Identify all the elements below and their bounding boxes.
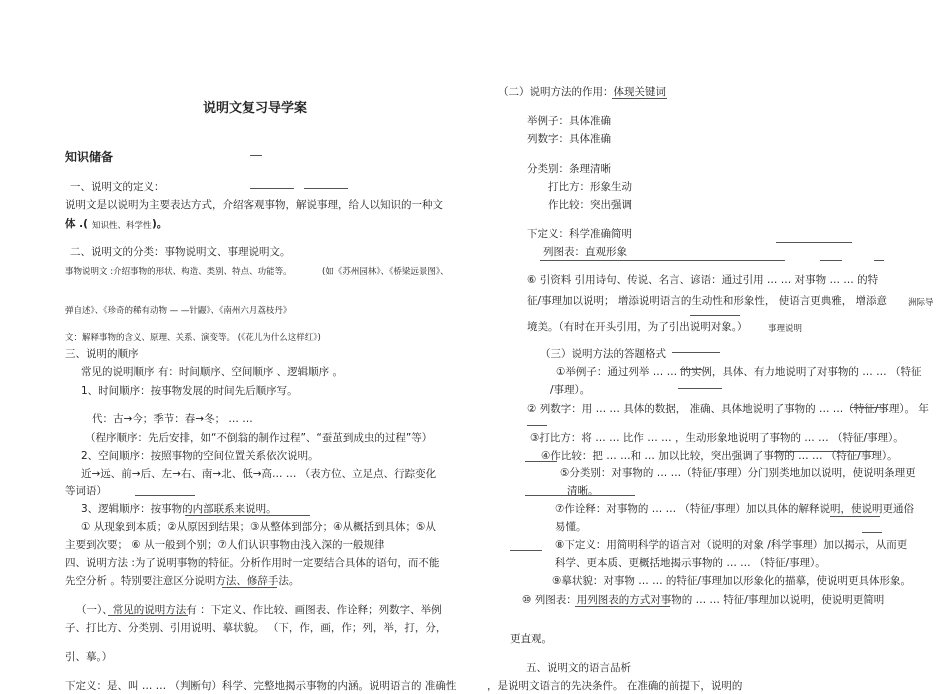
classification-line-1b: (如《苏州园林》、《桥梁远景图》、 <box>322 267 449 277</box>
methods-line-4: 引、摹。） <box>65 651 113 663</box>
method-effect-5: 作比较：突出强调 <box>548 199 632 211</box>
method-effect-4: 打比方：形象生动 <box>548 181 632 193</box>
format-8a: ⑧下定义：用简明科学的语言对（说明的对象 /科学事理）加以揭示，从而更 <box>555 539 908 551</box>
order-line-9: ① 从现象到本质；②从原因到结果；③从整体到部分；④从概括到具体；⑤从 <box>81 521 436 533</box>
order-line-2: 1、时间顺序：按事物发展的时间先后顺序写。 <box>81 385 298 397</box>
rule <box>108 615 188 616</box>
rule <box>874 260 884 261</box>
method-effect-3: 分类别：条理清晰 <box>527 163 611 175</box>
quote-line-1: ⑥ 引资料 引用诗句、传说、名言、谚语：通过引用 … … 对事物 … … 的特 <box>527 274 879 286</box>
rule <box>820 260 842 261</box>
definition-line-2c: )。 <box>152 218 168 230</box>
format-9: ⑨摹状貌：对事物 … … 的特征/事理加以形象化的描摹，使说明更具体形象。 <box>552 575 911 587</box>
section-2-heading: 二、说明文的分类：事物说明文、事理说明文。 <box>70 246 291 258</box>
format-8b: 科学、更本质、更概括地揭示事物的 … … （特征/事理）。 <box>555 557 826 569</box>
order-line-6: 近→远、前→后、左→右、南→北、低→高… … （表方位、立足点、行踪变化 <box>81 468 437 480</box>
definition-note: 知识性、科学性 <box>92 221 152 231</box>
section-5-heading: 五、说明文的语言品析 <box>526 662 631 674</box>
order-line-7: 等词语） <box>65 485 107 497</box>
methods-line-2: （一）、常见的说明方法有 ：下定义、作比较、画图表、作诠释；列数字、举例 <box>76 604 442 616</box>
order-line-5: 2、空间顺序：按照事物的空间位置关系依次说明。 <box>81 450 319 462</box>
rule <box>680 369 702 370</box>
definition-line-1: 说明文是以说明为主要表达方式，介绍客观事物，解说事理，给人以知识的一种文 <box>65 199 443 211</box>
format-10b: 更直观。 <box>510 633 552 645</box>
rule <box>850 407 886 408</box>
rule <box>135 495 195 496</box>
rule <box>575 606 670 607</box>
section-1-heading: 一、说明文的定义： <box>70 181 165 193</box>
format-7b: 易懂。 <box>555 521 587 533</box>
answer-format-heading: （三）说明方法的答题格式 <box>540 348 666 360</box>
order-line-1: 常见的说明顺序 有：时间顺序、空间顺序 、逻辑顺序 。 <box>81 366 344 378</box>
rule <box>540 260 785 261</box>
method-effect-6: 下定义：科学准确简明 <box>527 228 632 240</box>
rule <box>525 461 557 462</box>
rule <box>776 242 852 243</box>
method-effect-2: 列数字：具体准确 <box>527 133 611 145</box>
classification-line-3: 文：解释事物的含义、原理、关系、演变等。 (《花儿为什么这样红》) <box>65 333 321 343</box>
classification-line-1a: 事物说明文 :介绍事物的形状、构造、类别、特点、功能等。 <box>65 267 292 277</box>
method-effect-7: 列图表：直观形象 <box>543 246 627 258</box>
rule <box>304 188 348 189</box>
methods-line-5: 下定义：是、叫 … … （判断句）科学、完整地揭示事物的内涵。说明语言的 准确性 <box>65 680 457 692</box>
format-3: ③打比方：将 … … 比作 … … ，生动形象地说明了事物的 … … （特征/事理）。 <box>530 432 904 444</box>
rule <box>612 98 667 99</box>
right-heading: （二）说明方法的作用：体现关键词 <box>498 86 666 98</box>
order-line-4: （程序顺序：先后安排，如“不倒翁的制作过程”、“蚕茧到成虫的过程”等） <box>85 432 433 444</box>
order-line-3: 代：古→今；季节：春→冬； … … <box>92 413 253 425</box>
quote-note-2: 事理说明 <box>768 324 803 334</box>
format-1b: /事理）。 <box>550 384 591 396</box>
language-line-1: ，是说明文语言的先决条件。 在准确的前提下，说明的 <box>487 680 743 692</box>
rule <box>690 315 740 316</box>
format-1: ①举例子：通过列举 … … 的实例，具体、有力地说明了对事物的 … … （特征 <box>556 366 922 378</box>
rule <box>775 451 875 452</box>
order-line-10: 主要到次要； ⑥ 从一般到个别；⑦人们认识事物由浅入深的一般规律 <box>65 539 385 551</box>
section-4-heading: 四、说明方法 :为了说明事物的特征。分析作用时一定要结合具体的语句，而不能 <box>65 557 440 569</box>
quote-note: 洲际导 <box>908 298 934 308</box>
format-10: ⑩ 列图表：用列图表的方式对事物的 … … 特征/事理加以说明，使说明更简明 <box>522 594 885 606</box>
knowledge-heading: 知识储备 <box>65 150 114 164</box>
order-line-8: 3、逻辑顺序：按事物的内部联系来说明。 <box>81 503 277 515</box>
format-7a: ⑦作诠释：对事物的 … … （特征/事理）加以具体的解释说明，使说明更通俗 <box>555 503 914 515</box>
rule <box>678 388 722 389</box>
classification-line-2: 弹自述》、《珍奇的稀有动物 — —针鼹》、《南州六月荔枝丹》 <box>65 306 292 316</box>
rule <box>862 532 882 533</box>
methods-line-1: 先空分析 。特别要注意区分说明方法、修辞手法。 <box>65 575 300 587</box>
rule <box>185 515 310 516</box>
rule <box>527 425 547 426</box>
format-5a: ⑤分类别：对事物的 … …（特征/事理）分门别类地加以说明，使说明条理更 <box>560 467 916 479</box>
format-4: ④作比较：把 … …和 … 加以比较，突出强调了事物的 … … （特征/事理）。 <box>541 450 898 462</box>
format-5b: 清晰。 <box>567 485 599 497</box>
rule <box>250 188 294 189</box>
quote-line-3: 境美。（有时在开头引用，为了引出说明对象。） <box>527 321 748 333</box>
rule <box>672 352 720 353</box>
rule <box>222 587 277 588</box>
rule <box>830 516 880 517</box>
rule <box>250 155 262 156</box>
methods-line-3: 子、打比方、分类别、引用说明、摹状貌。 （下，作，画，作；列，举，打，分， <box>65 622 447 634</box>
quote-line-2: 征/事理加以说明； 增添说明语言的生动性和形象性， 使语言更典雅， 增添意 <box>527 295 888 307</box>
rule <box>525 495 635 496</box>
rule <box>510 550 542 551</box>
document-title: 说明文复习导学案 <box>203 101 308 116</box>
method-effect-1: 举例子：具体准确 <box>527 115 611 127</box>
section-3-heading: 三、说明的顺序 <box>65 348 139 360</box>
definition-line-2a: 体 .( <box>65 218 88 230</box>
format-2: ② 列数字：用 … … 具体的数据， 准确、具体地说明了事物的 … …（特征/事理）。 年 <box>527 403 929 415</box>
